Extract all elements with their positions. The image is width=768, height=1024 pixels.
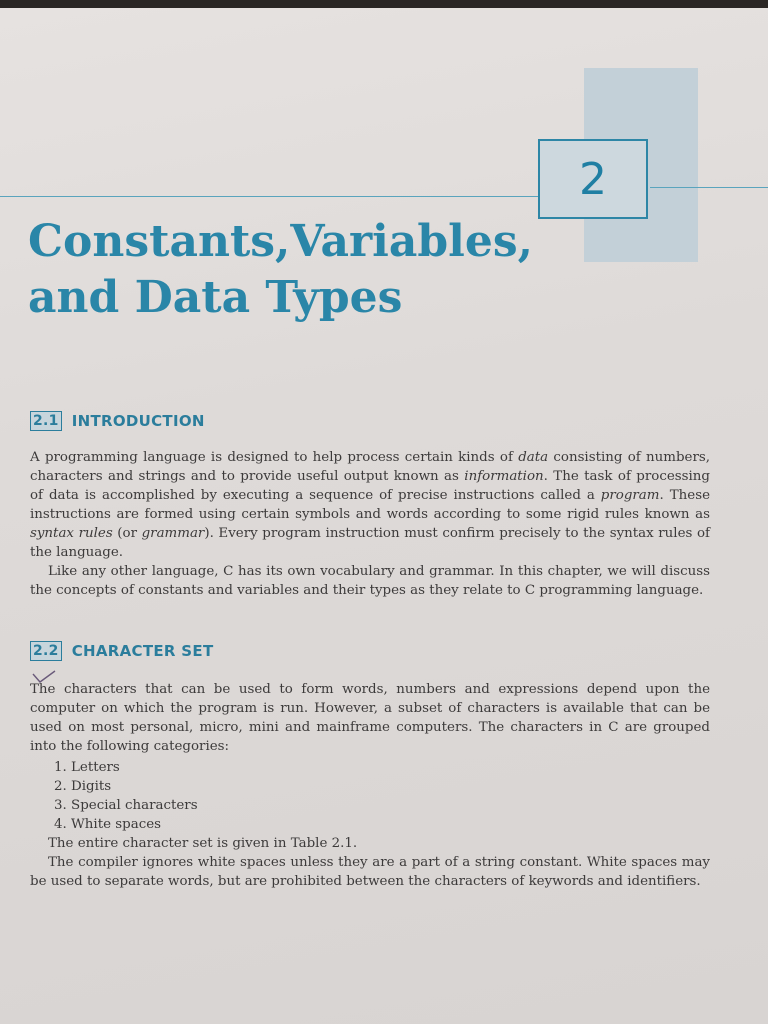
list-item: 1. Letters	[54, 760, 120, 775]
section-title: CHARACTER SET	[71, 642, 214, 660]
chapter-rule-right	[650, 187, 768, 188]
character-category-list	[54, 758, 198, 834]
chapter-title-line1: Constants,Variables,	[28, 216, 533, 267]
section-title: INTRODUCTION	[71, 412, 205, 430]
section-number: 2.1	[30, 411, 62, 431]
charset-paragraph-2: The entire character set is given in Table 2.1.	[48, 836, 358, 851]
charset-paragraph-1: The characters that can be used to form words, numbers and expressions depend upon the computer on which the program is run. However, a subset of characters is available that can be used on most personal, micro, mini and mainframe computers. The characters in C are grouped into the following categories:	[30, 682, 710, 754]
list-item: 4. White spaces	[54, 817, 161, 832]
section-heading-character-set	[30, 641, 213, 661]
chapter-title-line2: and Data Types	[28, 272, 403, 323]
list-item: 3. Special characters	[54, 798, 198, 813]
chapter-title	[28, 214, 588, 326]
chapter-number-box	[538, 139, 648, 219]
section-number: 2.2	[30, 641, 62, 661]
section-heading-introduction	[30, 411, 205, 431]
page-top-shadow	[0, 0, 768, 8]
list-item: 2. Digits	[54, 779, 112, 794]
chapter-rule-left	[0, 196, 540, 197]
intro-paragraph-2: Like any other language, C has its own vocabulary and grammar. In this chapter, we will discuss the concepts of constants and variables and their types as they relate to C programming language.	[30, 564, 710, 598]
charset-paragraph-3: The compiler ignores white spaces unless they are a part of a string constant. White spaces may be used to separate words, but are prohibited between the characters of keywords and identifiers.	[30, 855, 710, 889]
intro-paragraph-1: A programming language is designed to help process certain kinds of data consisting of numbers, characters and strings and to provide useful output known as information. The task of processing of data is accomplished by executing a sequence of precise instructions called a program. These instructions are formed using certain symbols and words according to some rigid rules known as syntax rules (or grammar). Every program instruction must confirm precisely to the syntax rules of the language.	[30, 450, 711, 560]
chapter-number: 2	[579, 153, 607, 205]
